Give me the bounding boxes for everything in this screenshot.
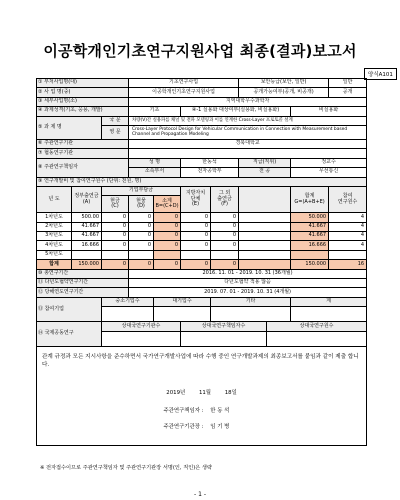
total-blank xyxy=(239,260,291,269)
org-value: 경북대학교 xyxy=(129,139,367,148)
row-current-period xyxy=(37,288,367,297)
intl-researchers: 상대국연구원수 xyxy=(267,322,367,331)
en-label: 영 문 xyxy=(102,125,129,139)
ksum-cell: 0 xyxy=(154,241,181,250)
staff-cell: 4 xyxy=(329,232,367,241)
current-period-label: ⑫ 당해연도연구기간 xyxy=(37,288,129,297)
staff-cell: 4 xyxy=(329,222,367,231)
disclosure-label: 공개가능여부(공개, 비공개) xyxy=(239,88,329,97)
row-type xyxy=(37,107,367,116)
kind-cell xyxy=(129,250,154,259)
companies-label: ⑬ 참여기업 xyxy=(37,297,102,321)
row-program xyxy=(37,79,367,88)
other-cell: 0 xyxy=(211,213,239,222)
cash-cell: 0 xyxy=(102,213,129,222)
cash-cell: 0 xyxy=(102,232,129,241)
pi-major-header: 전 공 xyxy=(239,168,291,177)
name-label: ⑤ 과 제 명 xyxy=(37,116,102,139)
pi-major: 무선통신 xyxy=(291,168,367,177)
type-label: ④ 과제성격(기초, 응용, 개발) xyxy=(37,107,129,116)
ksum-cell: 0 xyxy=(154,213,181,222)
intl-pis: 상대국연구책임자수 xyxy=(181,322,267,331)
local-cell: 0 xyxy=(181,232,211,241)
col-local: 지방자치 단체 (E) xyxy=(181,186,211,212)
other-cell: 0 xyxy=(211,222,239,231)
col-total: 합계 G=(A+B+E) xyxy=(291,186,329,212)
program-label: ① 부처사업명(대) xyxy=(37,79,129,88)
row-org xyxy=(37,139,367,148)
companies-other-value xyxy=(211,307,291,322)
col-staff: 참여 연구원수 xyxy=(329,186,367,212)
total-cell: 16.666 xyxy=(291,241,329,250)
col-gov: 정부출연금 (A) xyxy=(72,186,102,212)
report-form xyxy=(36,78,367,446)
pi-label: ⑧ 주관연구책임자 xyxy=(37,158,129,177)
kind-cell: 0 xyxy=(129,241,154,250)
declaration-pi: 주관연구책임자 : 한 동 석 xyxy=(163,407,230,414)
row-companies-1 xyxy=(37,297,367,306)
practical-label: ④-1 실용화 대상여부(실용화, 비실용화) xyxy=(181,107,291,116)
page-title: 이공학개인기초연구지원사업 최종(결과)보고서 xyxy=(43,42,357,60)
total-local: 0 xyxy=(181,260,211,269)
companies-total: 계 xyxy=(291,297,367,306)
declaration-text: 관계 규정과 모든 지시사항을 준수하면서 국가연구개발사업에 따라 수행 중인 연구개발과제의 최종보고서를 붙임과 같이 제출 합니다. xyxy=(42,353,359,368)
pi-position: 정교수 xyxy=(291,158,367,167)
budget-header-row xyxy=(37,177,367,186)
total-label: 합계 xyxy=(37,260,72,269)
declaration-head: 주관연구기관장 : 임 기 병 xyxy=(163,423,230,430)
total-kind: 0 xyxy=(129,260,154,269)
budget-header: ⑨ 연구개발비 및 참여연구원수 (단위: 천원, 명) xyxy=(37,177,367,186)
cash-cell: 0 xyxy=(102,222,129,231)
title-english: Cross-Layer Protocol Design for Vehicular Communication in Connection with Measurement based Channel and Propagation Modeling xyxy=(129,125,367,139)
table-row xyxy=(37,222,367,231)
program-value: 기초연구사업 xyxy=(129,79,239,88)
kind-cell: 0 xyxy=(129,232,154,241)
gov-cell: 41.667 xyxy=(72,222,102,231)
local-cell xyxy=(181,250,211,259)
blank-cell xyxy=(239,232,291,241)
staff-cell: 4 xyxy=(329,241,367,250)
row-declaration xyxy=(37,346,367,445)
local-cell: 0 xyxy=(181,222,211,231)
budget-cols-1 xyxy=(37,186,367,195)
gov-cell xyxy=(72,250,102,259)
col-blank xyxy=(239,186,291,212)
intl-orgs: 상대국연구기관수 xyxy=(102,322,181,331)
security-value: 일반 xyxy=(329,79,367,88)
project-label: ② 사 업 명(중) xyxy=(37,88,129,97)
col-private: 기업부담금 xyxy=(102,186,181,195)
detail-label: ③ 세부사업명(소) xyxy=(37,97,129,106)
row-intl-1 xyxy=(37,322,367,331)
gov-cell: 500.00 xyxy=(72,213,102,222)
year-cell: 5차년도 xyxy=(37,250,72,259)
practical-value: 비실용화 xyxy=(291,107,367,116)
companies-large-value xyxy=(154,307,211,322)
total-gov: 150.000 xyxy=(72,260,102,269)
gov-cell: 16.666 xyxy=(72,241,102,250)
cash-cell xyxy=(102,250,129,259)
other-cell xyxy=(211,250,239,259)
companies-sme: 중소기업수 xyxy=(102,297,154,306)
multi-period-label: ⑪ 다년도협약연구기간 xyxy=(37,279,129,288)
table-row xyxy=(37,241,367,250)
col-kind: 현물 (D) xyxy=(129,196,154,213)
disclosure-value: 공개 xyxy=(329,88,367,97)
local-cell: 0 xyxy=(181,213,211,222)
declaration-date: 2019년 11월 18일 xyxy=(166,389,237,396)
local-cell: 0 xyxy=(181,241,211,250)
total-ksum: 0 xyxy=(154,260,181,269)
ksum-cell: 0 xyxy=(154,222,181,231)
ksum-cell xyxy=(154,250,181,259)
total-staff: 16 xyxy=(329,260,367,269)
org-label: ⑥ 주관연구기관 xyxy=(37,139,129,148)
pi-name: 한동석 xyxy=(181,158,239,167)
ko-label: 국 문 xyxy=(102,116,129,125)
intl-orgs-value xyxy=(102,331,181,346)
row-name-ko xyxy=(37,116,367,125)
row-multi-period xyxy=(37,279,367,288)
project-value: 이공학개인기초연구지원사업 xyxy=(129,88,239,97)
pi-position-header: 직급(직위) xyxy=(239,158,291,167)
title-korean: 차량(V)간 실용파를 채널 및 전파 모델링과 이를 연계한 Cross-Layer 프로토콜 설계 xyxy=(129,116,367,125)
pi-name-header: 성 명 xyxy=(129,158,181,167)
pi-dept-header: 소속부서 xyxy=(129,168,181,177)
companies-large: 대기업수 xyxy=(154,297,211,306)
pi-dept: 전자공학부 xyxy=(181,168,239,177)
coorg-label: ⑦ 협동연구기관 xyxy=(37,149,129,158)
declaration xyxy=(37,346,367,445)
page-number: - 1 - xyxy=(194,491,206,498)
table-row xyxy=(37,250,367,259)
multi-period-value: 다년도협약 적용 않음 xyxy=(129,279,367,288)
total-cell: 41.667 xyxy=(291,232,329,241)
year-cell: 1차년도 xyxy=(37,213,72,222)
intl-label: ⑭ 국제공동연구 xyxy=(37,322,102,346)
row-total-period xyxy=(37,269,367,278)
col-year: 년 도 xyxy=(37,186,72,212)
other-cell: 0 xyxy=(211,241,239,250)
row-pi-1 xyxy=(37,158,367,167)
total-cash: 0 xyxy=(102,260,129,269)
kind-cell: 0 xyxy=(129,222,154,231)
cash-cell: 0 xyxy=(102,241,129,250)
type-value: 기초 xyxy=(129,107,181,116)
coorg-value xyxy=(129,149,367,158)
col-other: 그 외 출연금 (F) xyxy=(211,186,239,212)
current-period-value: 2019. 07. 01 - 2019. 10. 31 (4개월) xyxy=(129,288,367,297)
intl-pis-value xyxy=(181,331,267,346)
year-cell: 4차년도 xyxy=(37,241,72,250)
total-total: 150.000 xyxy=(291,260,329,269)
year-cell: 2차년도 xyxy=(37,222,72,231)
blank-cell xyxy=(239,241,291,250)
blank-cell xyxy=(239,250,291,259)
companies-total-value xyxy=(291,307,367,322)
row-coorg xyxy=(37,149,367,158)
footnote: ※ 전자접수이므로 주관연구책임자 및 주관연구기관장 서명(인, 직인)은 생략 xyxy=(40,465,212,471)
gov-cell: 41.667 xyxy=(72,232,102,241)
kind-cell: 0 xyxy=(129,213,154,222)
total-cell xyxy=(291,250,329,259)
other-cell: 0 xyxy=(211,232,239,241)
total-cell: 41.667 xyxy=(291,222,329,231)
blank-cell xyxy=(239,222,291,231)
total-row xyxy=(37,260,367,269)
staff-cell xyxy=(329,250,367,259)
table-row xyxy=(37,232,367,241)
row-project xyxy=(37,88,367,97)
companies-sme-value xyxy=(102,307,154,322)
form-number: 양식A101 xyxy=(364,68,397,80)
table-row xyxy=(37,213,367,222)
row-detail xyxy=(37,97,367,106)
year-cell: 3차년도 xyxy=(37,232,72,241)
total-other: 0 xyxy=(211,260,239,269)
intl-researchers-value xyxy=(267,331,367,346)
staff-cell: 4 xyxy=(329,213,367,222)
ksum-cell: 0 xyxy=(154,232,181,241)
security-label: 보안등급(보안, 일반) xyxy=(239,79,329,88)
total-cell: 50.000 xyxy=(291,213,329,222)
col-cash: 현금 (C) xyxy=(102,196,129,213)
companies-other: 기타 xyxy=(211,297,291,306)
col-ksum: 소계 B=(C+D) xyxy=(154,196,181,213)
blank-cell xyxy=(239,213,291,222)
total-period-value: 2016. 11. 01 - 2019. 10. 31 (36개월) xyxy=(129,269,367,278)
detail-value: 지역대학우수과학자 xyxy=(129,97,367,106)
total-period-label: ⑩ 총연구기간 xyxy=(37,269,129,278)
